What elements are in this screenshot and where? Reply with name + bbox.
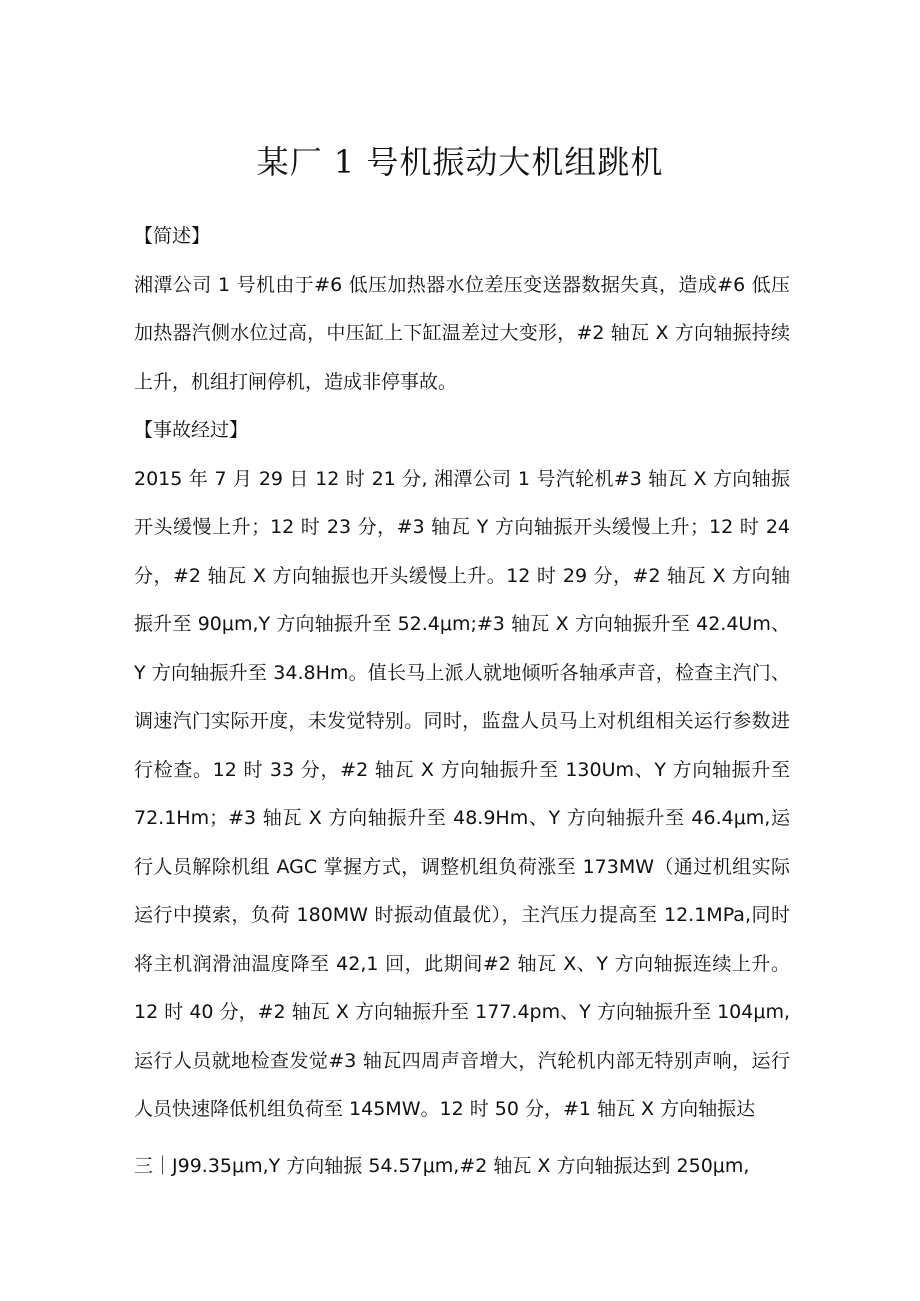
incident-continuation-line: 三｜J99.35μm,Y 方向轴振 54.57μm,#2 轴瓦 X 方向轴振达到 250μm, — [134, 1154, 750, 1177]
incident-paragraph: 2015 年 7 月 29 日 12 时 21 分, 湘潭公司 1 号汽轮机#3 轴瓦 X 方向轴振开头缓慢上升；12 时 23 分，#3 轴瓦 Y 方向轴振开头缓慢上升；12 时 24 分，#2 轴瓦 X 方向轴振也开头缓慢上升。12 时 29 分，#2 轴瓦 X 方向轴振升至 90μm,Y 方向轴振升至 52.4μm;#3 轴瓦 X 方向轴振升至 42.4Um、Y 方向轴振升至 34.8Hm。值长马上派人就地倾听各轴承声音，检查主汽门、调速汽门实际开度，未发觉特别。同时，监盘人员马上对机组相关运行参数进行检查。12 时 33 分，#2 轴瓦 X 方向轴振升至 130Um、Y 方向轴振升至 72.1Hm；#3 轴瓦 X 方向轴振升至 48.9Hm、Y 方向轴振升至 46.4μm,运行人员解除机组 AGC 掌握方式，调整机组负荷涨至 173MW（通过机组实际运行中摸索，负荷 180MW 时振动值最优），主汽压力提高至 12.1MPa,同时将主机润滑油温度降至 42,1 回，此期间#2 轴瓦 X、Y 方向轴振连续上升。12 时 40 分，#2 轴瓦 X 方向轴振升至 177.4pm、Y 方向轴振升至 104μm,运行人员就地检查发觉#3 轴瓦四周声音增大，汽轮机内部无特别声响，运行人员快速降低机组负荷至 145MW。12 时 50 分，#1 轴瓦 X 方向轴振达 — [134, 467, 790, 1120]
document-title: 某厂 1 号机振动大机组跳机 — [256, 143, 664, 181]
section-heading-summary: 【简述】 — [134, 225, 211, 247]
summary-paragraph: 湘潭公司 1 号机由于#6 低压加热器水位差压变送器数据失真，造成#6 低压加热器汽侧水位过高，中压缸上下缸温差过大变形，#2 轴瓦 X 方向轴振持续上升，机组打闸停机，造成非停事故。 — [134, 273, 790, 393]
document-body — [134, 212, 790, 1190]
section-heading-incident: 【事故经过】 — [134, 419, 249, 441]
